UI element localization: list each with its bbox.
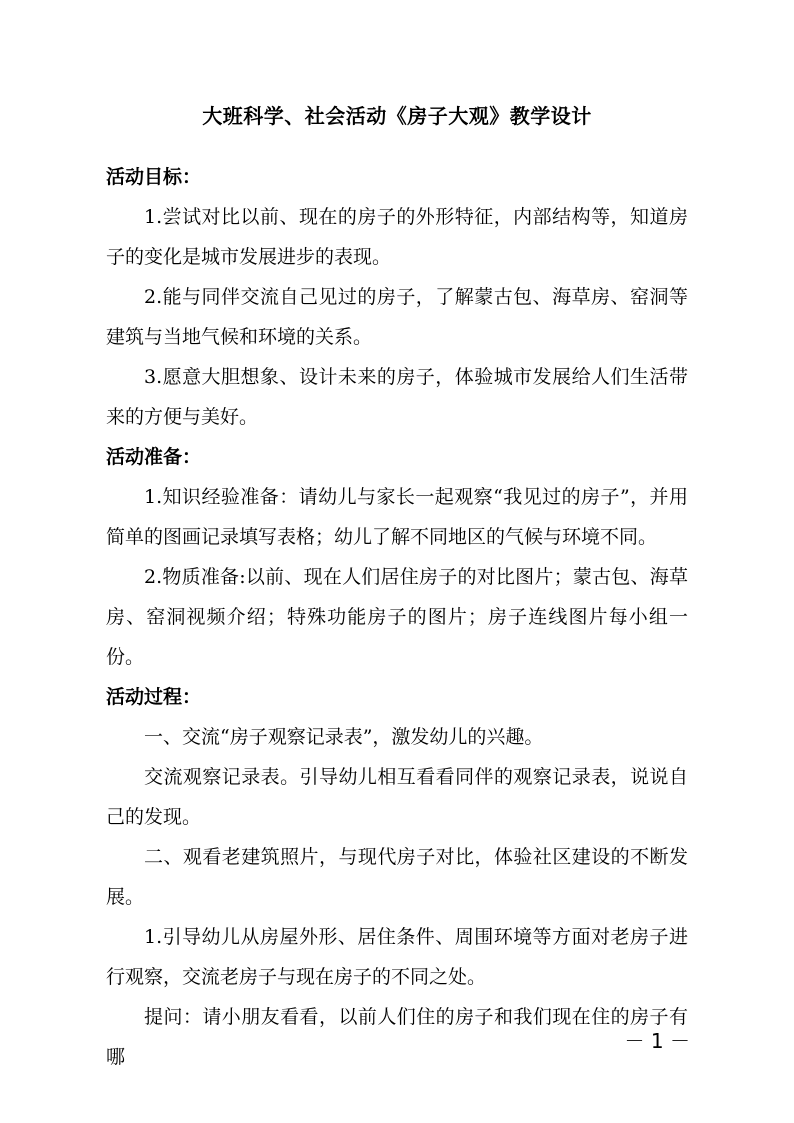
- process-item-3: 二、观看老建筑照片，与现代房子对比，体验社区建设的不断发展。: [106, 846, 688, 908]
- prep-heading: 活动准备：: [106, 446, 202, 468]
- process-item-4: 1.引导幼儿从房屋外形、居住条件、周围环境等方面对老房子进行观察，交流老房子与现在房子的不同之处。: [106, 926, 688, 988]
- prep-item-1: 1.知识经验准备：请幼儿与家长一起观察“我见过的房子”，并用简单的图画记录填写表格；幼儿了解不同地区的气候与环境不同。: [106, 486, 688, 548]
- goal-item-3: 3.愿意大胆想象、设计未来的房子，体验城市发展给人们生活带来的方便与美好。: [106, 366, 688, 428]
- process-item-5: 提问：请小朋友看看，以前人们住的房子和我们现在住的房子有哪: [106, 1006, 688, 1068]
- goal-item-2: 2.能与同伴交流自己见过的房子，了解蒙古包、海草房、窑洞等建筑与当地气候和环境的关系。: [106, 286, 688, 348]
- process-item-2: 交流观察记录表。引导幼儿相互看看同伴的观察记录表，说说自己的发现。: [106, 766, 688, 828]
- process-heading: 活动过程：: [106, 686, 202, 708]
- document-body: [106, 157, 688, 1077]
- prep-item-2: 2.物质准备:以前、现在人们居住房子的对比图片；蒙古包、海草房、窑洞视频介绍；特殊功能房子的图片；房子连线图片每小组一份。: [106, 566, 688, 668]
- goal-item-1: 1.尝试对比以前、现在的房子的外形特征，内部结构等，知道房子的变化是城市发展进步的表现。: [106, 206, 688, 268]
- page-number: － 1 －: [624, 1029, 690, 1053]
- goals-heading: 活动目标：: [106, 166, 202, 188]
- document-title: 大班科学、社会活动《房子大观》教学设计: [202, 104, 592, 128]
- process-item-1: 一、交流“房子观察记录表”，激发幼儿的兴趣。: [144, 726, 544, 748]
